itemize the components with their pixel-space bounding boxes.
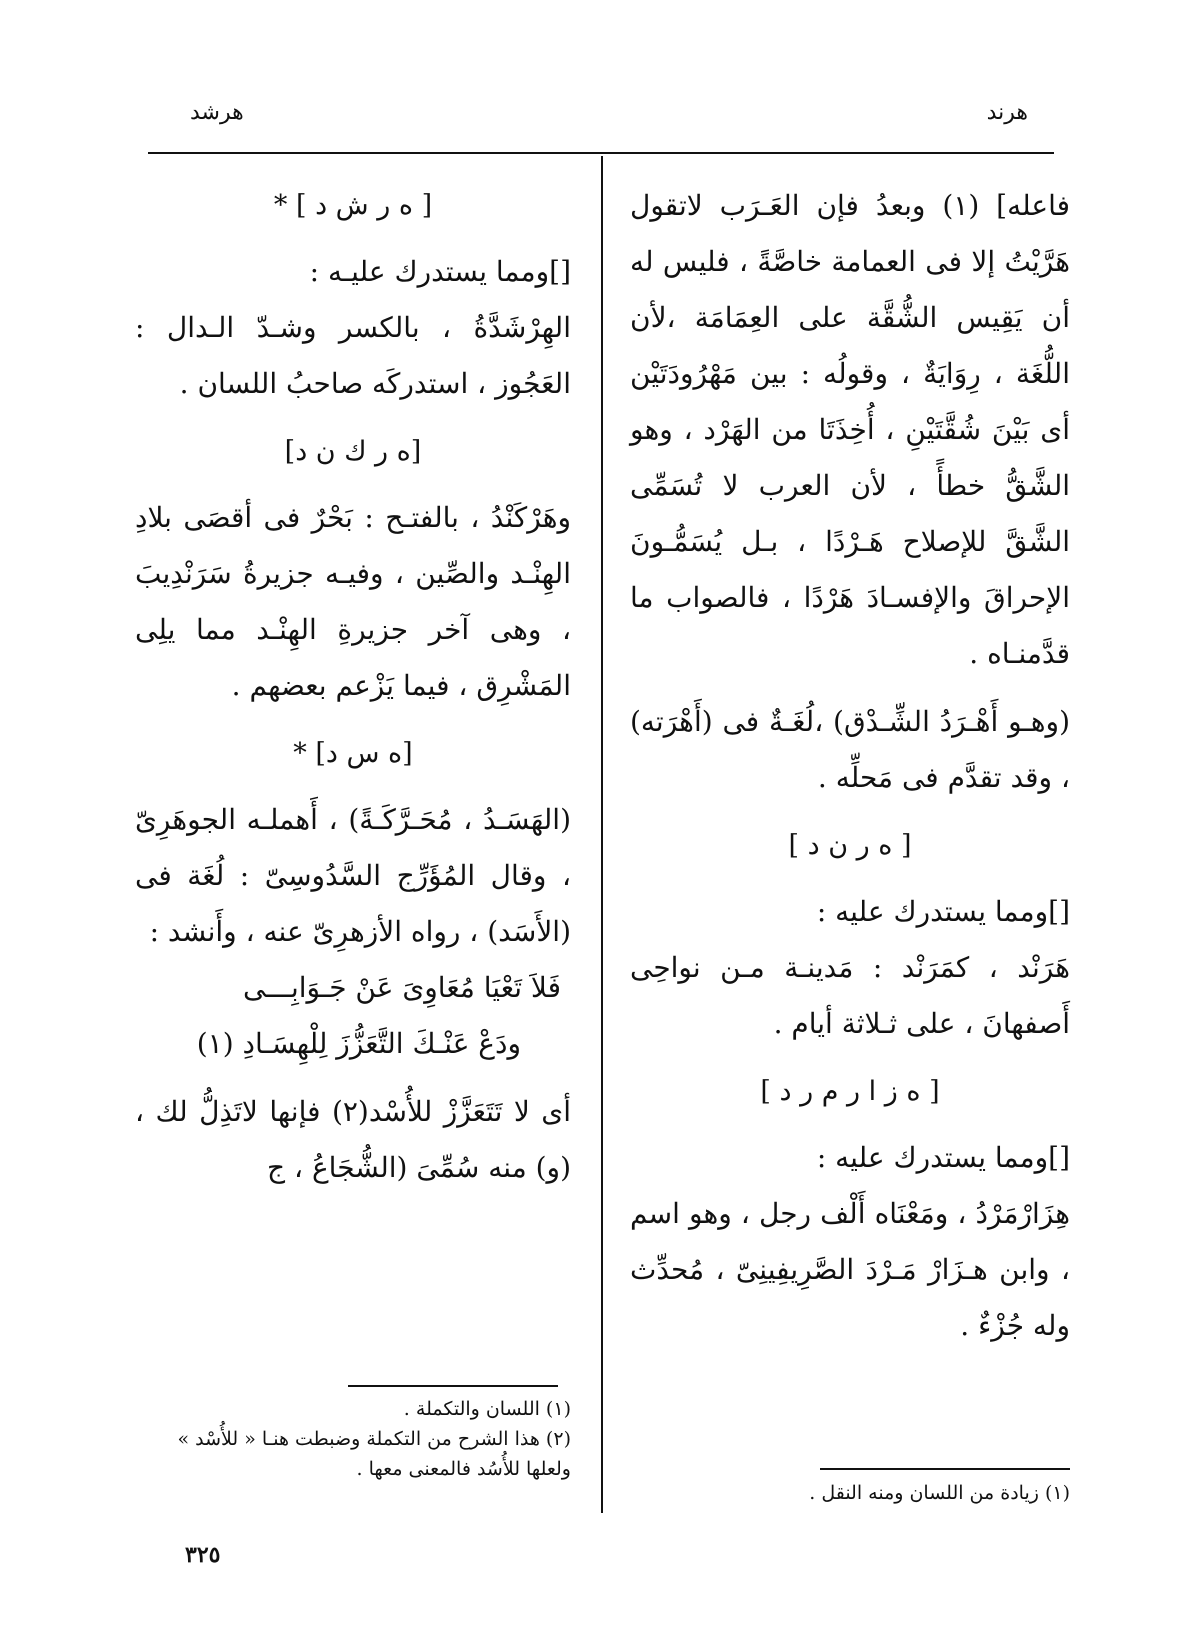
header-rule <box>148 152 1054 154</box>
column-divider <box>601 156 603 1513</box>
left-column <box>135 178 571 1196</box>
entry-text: (وهـو أَهْـرَدُ الشِّـدْق) ،لُغَـةٌ فى (أَهْرَته) ، وقد تقدَّم فى مَحلِّه . <box>630 705 1070 794</box>
verse-hemistich-1: فَلاَ تَعْيَا مُعَاوِىَ عَنْ جَـوَابِـــى <box>243 971 561 1004</box>
istidrak-label: []ومما يستدرك عليه : <box>816 895 1070 928</box>
istidrak-label: []ومما يستدرك عليـه : <box>309 255 571 288</box>
istidrak-label: []ومما يستدرك عليه : <box>816 1141 1070 1174</box>
footnote-rule-right <box>820 1468 1070 1470</box>
running-head-right: هرند <box>986 100 1028 125</box>
footnotes-right <box>700 1478 1070 1508</box>
verse-hemistich-2: ودَعْ عَنْـكَ التَّعَزُّزَ لِلْهِسَـادِ (١) <box>196 1027 521 1060</box>
entry-text: الهِرْشَدَّةُ ، بالكسر وشـدّ الـدال : العَجُوز ، استدركَه صاحبُ اللسان . <box>135 311 571 400</box>
running-head-left: هرشد <box>190 100 244 125</box>
page-number: ٣٢٥ <box>185 1542 221 1568</box>
right-column <box>630 178 1070 1354</box>
verse <box>135 960 571 1072</box>
footnote-rule-left <box>348 1385 558 1387</box>
footnote: (٢) هذا الشرح من التكملة وضبطت هنـا « للأُسْد » ولعلها للأُسُد فالمعنى معها . <box>177 1428 571 1480</box>
entry-heading: [ ه ز ا ر م ر د ] <box>760 1076 940 1107</box>
entry-text: وهَرْكَنْدُ ، بالفتـح : بَحْرٌ فى أقصَى بلادِ الهِنْـد والصِّين ، وفيـه جزيرةُ سَرَنْدِيبَ ، وهى آخر جزيرةِ الهِنْـد مما يلِى المَشْرِق ، فيما يَزْعم بعضهم . <box>135 501 571 702</box>
entry-heading: [ه ر ك ن د] <box>284 436 422 467</box>
entry-text: (الهَسَـدُ ، مُحَـرَّكَـةً) ، أَهملـه الجوهَرِىّ ، وقال المُؤَرِّج السَّدُوسِىّ : لُغَة فى (الأَسَد) ، رواه الأزهرِىّ عنه ، وأَنشد : <box>135 803 571 948</box>
entry-text: هِزَارْمَرْدُ ، ومَعْنَاه أَلْف رجل ، وهو اسم ، وابن هـزَارْ مَـرْدَ الصَّرِيفِينِىّ ، مُحدِّث وله جُزْءٌ . <box>630 1197 1070 1342</box>
entry-heading: [ ه ر ش د ] * <box>273 190 433 221</box>
entry-heading: [ ه ر ن د ] <box>788 830 912 861</box>
footnote: (١) اللسان والتكملة . <box>403 1398 571 1420</box>
entry-text: أى لا تَتَعَزَّزْ للأُسْد(٢) فإنها لاتَذِلُّ لك ، (و) منه سُمِّىَ (الشُّجَاعُ ، ج <box>135 1095 572 1184</box>
entry-text: فاعله] (١) وبعدُ فإن العَـرَب لاتقول هَرَّيْتُ إلا فى العمامة خاصَّةً ، فليس له أن يَقِيس الشُّقَّة على العِمَامَة ،لأن اللُّغَة ، رِوَايَةٌ ، وقولُه : بين مَهْرُودَتَيْن أى بَيْنَ شُقَّتَيْنِ ، أُخِذَتَا من الهَرْد ، وهو الشَّقُّ خطأً ، لأن العرب لا تُسَمِّى الشَّقَّ للإصلاح هَـرْدًا ، بـل يُسَمُّـونَ الإحراقَ والإفسـادَ هَرْدًا ، فالصواب ما قدَّمنـاه . <box>630 189 1071 670</box>
entry-text: هَرَنْد ، كمَرَنْد : مَدينـة مـن نواحِى أَصفهانَ ، على ثـلاثة أيام . <box>630 951 1070 1040</box>
footnote: (١) زيادة من اللسان ومنه النقل . <box>809 1482 1070 1504</box>
footnotes-left <box>135 1394 571 1484</box>
entry-heading: [ه س د] * <box>293 738 413 769</box>
